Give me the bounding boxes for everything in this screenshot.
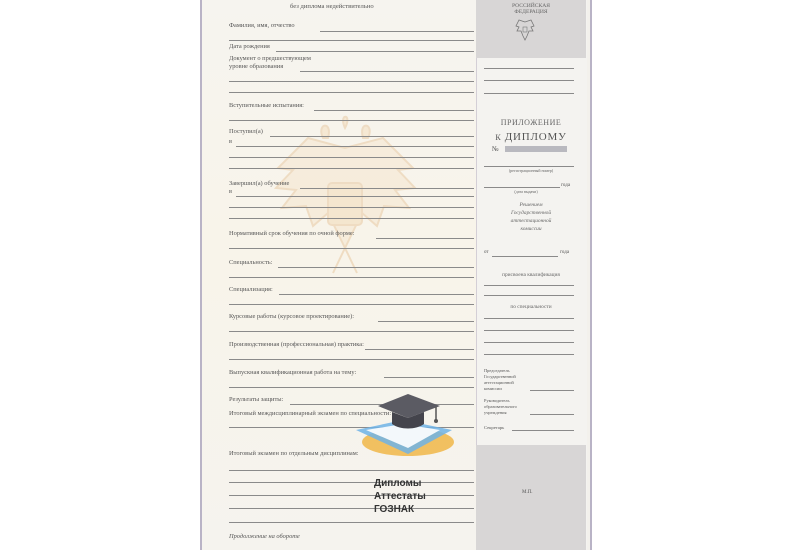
- field-line: [236, 196, 474, 197]
- eagle-emblem-icon: [515, 18, 535, 42]
- field-line: [376, 238, 474, 239]
- field-line: [229, 495, 474, 496]
- by-specialty-label: по специальности: [510, 304, 552, 310]
- reg-number-caption: (регистрационный номер): [508, 168, 554, 173]
- title-diploma-word: ДИПЛОМУ: [504, 131, 567, 143]
- field-specialization-label: Специализация:: [229, 286, 273, 293]
- field-line: [229, 470, 474, 471]
- right-line: [484, 318, 574, 319]
- field-courseworks-label: Курсовые работы (курсовое проектирование):: [229, 313, 354, 320]
- chair-4: комиссии: [484, 386, 502, 391]
- field-normative-label: Нормативный срок обучения по очной форме:: [229, 230, 355, 237]
- field-finished-label: Завершил(а) обучение: [229, 180, 290, 187]
- field-enrolled-label: Поступил(а): [229, 128, 263, 135]
- field-line: [229, 359, 474, 360]
- field-continued-label: Продолжение на обороте: [229, 533, 300, 540]
- field-interdisc-label: Итоговый междисциплинарный экзамен по специальности:: [229, 410, 392, 417]
- field-entrance-label: Вступительные испытания:: [229, 102, 304, 109]
- signature-line: [530, 414, 574, 415]
- signature-line: [512, 430, 574, 431]
- field-line: [279, 294, 474, 295]
- field-line: [276, 51, 474, 52]
- field-line: [320, 31, 474, 32]
- right-line: [484, 93, 574, 94]
- field-line: [278, 267, 474, 268]
- field-line: [229, 331, 474, 332]
- field-line: [229, 522, 474, 523]
- right-gray-block-bottom: [476, 445, 586, 550]
- right-line: [484, 342, 574, 343]
- field-line: [270, 136, 474, 137]
- field-prevdoc-label-1: Документ о предшествующем: [229, 55, 311, 62]
- field-line: [229, 157, 474, 158]
- field-finished-in-label: в: [229, 188, 233, 195]
- field-practice-label: Производственная (профессиональная) практика:: [229, 341, 364, 348]
- number-redacted: [505, 146, 567, 152]
- field-line: [314, 110, 474, 111]
- right-line: [484, 80, 574, 81]
- logo-line-2: Аттестаты: [374, 491, 426, 502]
- field-name-label: Фамилия, имя, отчество: [229, 22, 295, 29]
- federation-label-1: РОССИЙСКАЯ: [511, 3, 551, 9]
- secretary-label: Секретарь: [484, 425, 505, 430]
- year-suffix: года: [561, 183, 571, 188]
- qualification-label: присвоена квалификация: [502, 272, 560, 278]
- right-line: [484, 166, 574, 167]
- field-line: [229, 81, 474, 82]
- decision-3: аттестационной: [510, 218, 552, 224]
- right-line: [484, 330, 574, 331]
- header-text: без диплома недействительно: [290, 3, 374, 10]
- field-line: [229, 304, 474, 305]
- logo-line-3: ГОЗНАК: [374, 504, 415, 515]
- field-enrolled-in-label: в: [229, 138, 233, 145]
- chair-1: Председатель: [484, 368, 510, 373]
- chair-3: аттестационной: [484, 380, 514, 385]
- logo-line-1: Дипломы: [374, 478, 422, 489]
- head-2: образовательного: [484, 404, 517, 409]
- field-line: [229, 248, 474, 249]
- decision-4: комиссии: [520, 226, 542, 232]
- right-line: [484, 295, 574, 296]
- signature-line: [530, 390, 574, 391]
- number-sign: №: [492, 145, 499, 153]
- mp-label: М.П.: [522, 490, 533, 495]
- field-line: [229, 277, 474, 278]
- title-k: К: [495, 133, 501, 142]
- field-line: [229, 508, 474, 509]
- field-line: [229, 168, 474, 169]
- field-line: [229, 92, 474, 93]
- chair-2: Государственной: [484, 374, 516, 379]
- field-line: [229, 482, 474, 483]
- head-1: Руководитель: [484, 398, 510, 403]
- decision-2: Государственной: [510, 210, 552, 216]
- field-line: [229, 207, 474, 208]
- right-line: [484, 354, 574, 355]
- field-line: [384, 377, 474, 378]
- from-year: года: [560, 250, 570, 255]
- field-line: [229, 218, 474, 219]
- right-line: [484, 68, 574, 69]
- field-line: [229, 40, 474, 41]
- field-finalwork-label: Выпускная квалификационная работа на тему:: [229, 369, 357, 376]
- head-3: учреждения: [484, 410, 507, 415]
- right-line: [484, 187, 560, 188]
- field-line: [365, 349, 474, 350]
- title-diploma: [476, 127, 586, 145]
- decision-1: Решением: [519, 202, 543, 208]
- field-line: [236, 146, 474, 147]
- graduation-logo-icon: [348, 384, 458, 459]
- field-specialty-label: Специальность:: [229, 259, 273, 266]
- federation-label-2: ФЕДЕРАЦИЯ: [514, 9, 548, 15]
- field-finalexams-label: Итоговый экзамен по отдельным дисциплинам:: [229, 450, 359, 457]
- field-prevdoc-label-2: уровне образования: [229, 63, 284, 70]
- field-line: [300, 71, 474, 72]
- right-line: [484, 285, 574, 286]
- from-label: от: [484, 250, 489, 255]
- field-line: [378, 321, 474, 322]
- title-appendix: ПРИЛОЖЕНИЕ: [500, 118, 562, 127]
- field-birthdate-label: Дата рождения: [229, 43, 270, 50]
- field-defense-label: Результаты защиты:: [229, 396, 284, 403]
- field-line: [229, 120, 474, 121]
- right-line: [492, 256, 558, 257]
- issue-date-caption: (дата выдачи): [514, 189, 538, 194]
- field-line: [300, 188, 474, 189]
